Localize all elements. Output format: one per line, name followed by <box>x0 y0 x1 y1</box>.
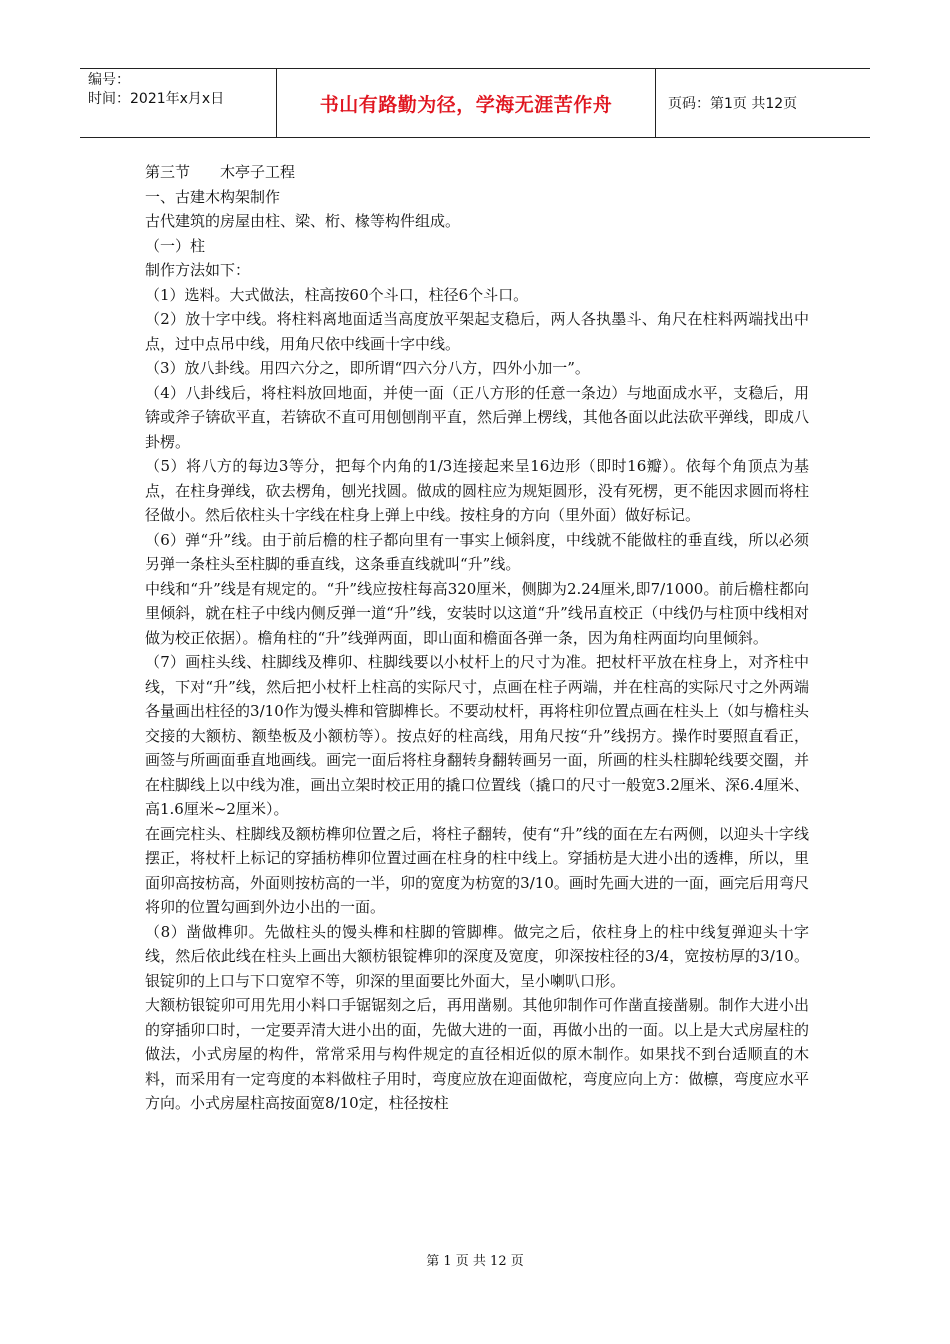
paragraph: 大额枋银锭卯可用先用小料口手锯锯刻之后，再用凿剔。其他卯制作可作凿直接凿剔。制作大进小出的穿插卯口时，一定要弄清大进小出的面，先做大进的一面，再做小出的一面。以上是大式房屋柱的做法，小式房屋的构件，常常采用与构件规定的直径相近似的原木制作。如果找不到台适顺直的木料，而采用有一定弯度的本料做柱子用时，弯度应放在迎面做柁，弯度应向上方：做檩，弯度应水平方向。小式房屋柱高按面宽8/10定，柱径按柱 <box>145 996 809 1112</box>
page-header <box>80 68 870 138</box>
header-meta <box>80 69 277 137</box>
paragraph: （3）放八卦线。用四六分之，即所谓“四六分八方，四外小加一”。 <box>145 359 590 377</box>
paragraph: 中线和“升”线是有规定的。“升”线应按柱每高320厘米，侧脚为2.24厘米,即7/1000。前后檐柱都向里倾斜，就在柱子中线内侧反弹一道“升”线，安装时以这道“升”线吊直校正（中线仍与柱顶中线相对做为校正依据）。檐角柱的“升”线弹两面，即山面和檐面各弹一条，因为角柱两面均向里倾斜。 <box>145 579 809 647</box>
paragraph: （4）八卦线后，将柱料放回地面，并使一面（正八方形的任意一条边）与地面成水平，支稳后，用锛或斧子锛砍平直，若锛砍不直可用刨刨削平直，然后弹上楞线，其他各面以此法砍平弹线，即成八卦楞。 <box>145 383 809 451</box>
paragraph: （1）选料。大式做法，柱高按60个斗口，柱径6个斗口。 <box>145 285 529 304</box>
paragraph: （5）将八方的每边3等分，把每个内角的1/3连接起来呈16边形（即时16瓣）。依每个角顶点为基点，在柱身弹线，砍去楞角，刨光找圆。做成的圆柱应为规矩圆形，没有死楞，更不能因求圆而将柱径做小。然后依柱头十字线在柱身上弹上中线。按柱身的方向（里外面）做好标记。 <box>145 457 809 524</box>
page-footer: 第 1 页 共 12 页 <box>426 1254 524 1269</box>
paragraph: 制作方法如下： <box>145 261 251 279</box>
paragraph: （2）放十字中线。将柱料离地面适当高度放平架起支稳后，两人各执墨斗、角尺在柱料两端找出中点，过中点吊中线，用角尺依中线画十字中线。 <box>145 310 809 353</box>
paragraph: （6）弹“升”线。由于前后檐的柱子都向里有一事实上倾斜度，中线就不能做柱的垂直线，所以必须另弹一条柱头至柱脚的垂直线，这条垂直线就叫“升”线。 <box>145 530 809 573</box>
paragraph: 古代建筑的房屋由柱、梁、桁、椽等构件组成。 <box>145 212 461 230</box>
document-body <box>145 160 809 1116</box>
item-heading: （一）柱 <box>145 236 206 255</box>
paragraph: 在画完柱头、柱脚线及额枋榫卯位置之后，将柱子翻转，使有“升”线的面在左右两侧，以迎头十字线摆正，将杖杆上标记的穿插枋榫卯位置过画在柱身的柱中线上。穿插枋是大进小出的透榫，所以，里面卯高按枋高，外面则按枋高的一半，卯的宽度为枋宽的3/10。画时先画大进的一面，画完后用弯尺将卯的位置勾画到外边小出的一面。 <box>145 824 809 916</box>
date-label: 时间：2021年x月x日 <box>88 91 225 107</box>
serial-number-label: 编号： <box>88 72 130 88</box>
motto-banner: 书山有路勤为径，学海无涯苦作舟 <box>277 69 656 137</box>
paragraph: （8）凿做榫卯。先做柱头的馒头榫和柱脚的管脚榫。做完之后，依柱身上的柱中线复弹迎头十字线，然后依此线在柱头上画出大额枋银锭榫卯的深度及宽度，卯深按柱径的3/4，宽按枋厚的3/10。银锭卯的上口与下口宽窄不等，卯深的里面要比外面大，呈小喇叭口形。 <box>145 922 809 990</box>
section-title: 第三节 木亭子工程 <box>145 163 296 181</box>
paragraph: （7）画柱头线、柱脚线及榫卯、柱脚线要以小杖杆上的尺寸为准。把杖杆平放在柱身上，对齐柱中线，下对“升”线，然后把小杖杆上柱高的实际尺寸，点画在柱子两端，并在柱高的实际尺寸之外两端各量画出柱径的3/10作为馒头榫和管脚榫长。不要动杖杆，再将柱卯位置点画在柱头上（如与檐柱头交接的大额枋、额垫板及小额枋等）。按点好的柱高线，用角尺按“升”线拐方。操作时要照直看正，画签与所画面垂直地画线。画完一面后将柱身翻转身翻转画另一面，所画的柱头柱脚轮线要交圈，并在柱脚线上以中线为准，画出立架时校正用的撬口位置线（撬口的尺寸一般宽3.2厘米、深6.4厘米、高1.6厘米~2厘米）。 <box>145 653 809 818</box>
subsection-heading: 一、古建木构架制作 <box>145 187 281 206</box>
page-counter: 页码：第1页 共12页 <box>668 96 798 112</box>
